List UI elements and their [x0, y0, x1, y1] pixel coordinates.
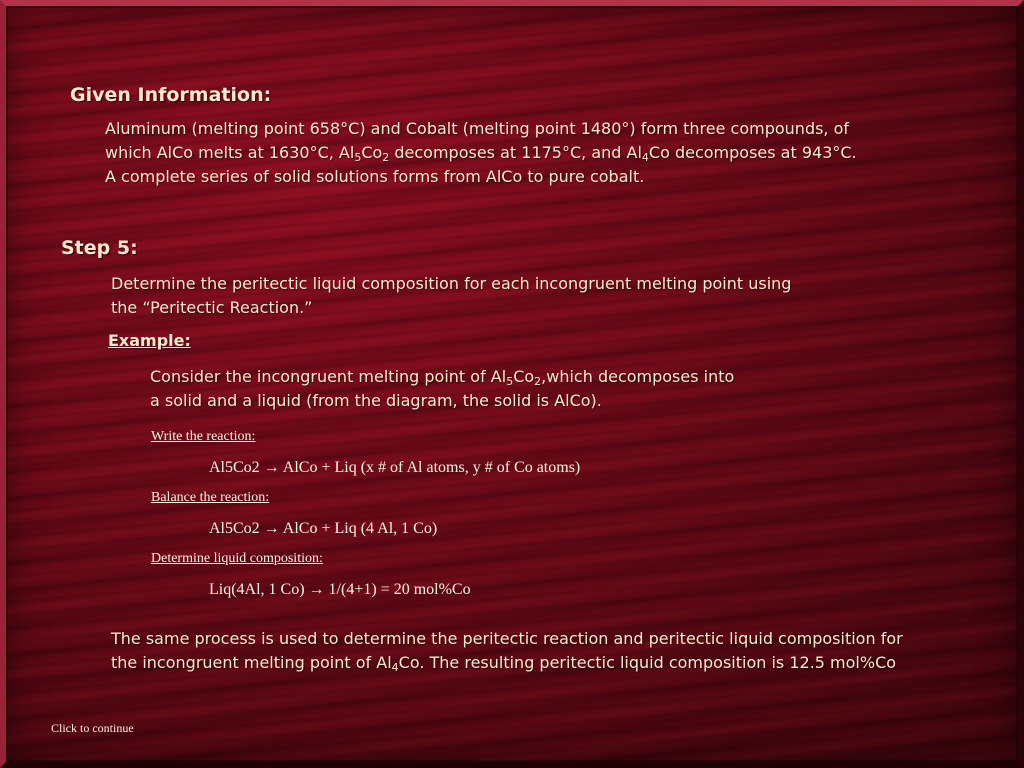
example-line-1-sub-1: 5 [506, 375, 514, 388]
given-line-2-sub-1: 5 [354, 151, 362, 164]
determine-composition-equation: Liq(4Al, 1 Co) → 1/(4+1) = 20 mol%Co [209, 581, 471, 598]
determine-composition-label: Determine liquid composition: [151, 551, 323, 566]
write-reaction-label: Write the reaction: [151, 429, 256, 444]
given-heading: Given Information: [70, 84, 272, 106]
step5-heading: Step 5: [61, 237, 138, 259]
example-line-1-part-a: Consider the incongruent melting point of Al [150, 367, 507, 386]
example-line-1 [150, 365, 850, 389]
continue-link[interactable]: Click to continue [51, 721, 134, 735]
given-line-2-part-b: Co [361, 143, 383, 162]
conclusion-line-2-sub: 4 [391, 661, 399, 674]
given-line-2-part-c: decomposes at 1175°C, and Al [389, 143, 642, 162]
example-line-1-sub-2: 2 [534, 375, 542, 388]
example-paragraph [150, 365, 850, 413]
step5-line-2: the “Peritectic Reaction.” [111, 298, 313, 317]
conclusion-paragraph [111, 627, 1011, 675]
example-line-1-part-c: ,which decomposes into [541, 367, 735, 386]
example-line-1-part-b: Co [513, 367, 535, 386]
step5-line-1: Determine the peritectic liquid composition for each incongruent melting point using [111, 274, 792, 293]
balance-reaction-label: Balance the reaction: [151, 490, 270, 505]
conclusion-line-2-part-b: Co. The resulting peritectic liquid composition is 12.5 mol%Co [398, 653, 897, 672]
given-line-1: Aluminum (melting point 658°C) and Cobalt (melting point 1480°) form three compounds, of [105, 119, 850, 138]
given-line-2 [105, 141, 985, 165]
given-line-2-sub-3: 4 [641, 151, 649, 164]
given-line-3: A complete series of solid solutions forms from AlCo to pure cobalt. [105, 167, 645, 186]
step5-paragraph [111, 272, 911, 320]
given-line-2-sub-2: 2 [382, 151, 390, 164]
example-line-2: a solid and a liquid (from the diagram, the solid is AlCo). [150, 391, 602, 410]
given-paragraph [105, 117, 985, 189]
write-reaction-equation: Al5Co2 → AlCo + Liq (x # of Al atoms, y # of Co atoms) [209, 459, 581, 476]
conclusion-line-2-part-a: the incongruent melting point of Al [111, 653, 392, 672]
conclusion-line-2 [111, 651, 1011, 675]
given-line-2-part-d: Co decomposes at 943°C. [648, 143, 857, 162]
conclusion-line-1: The same process is used to determine the peritectic reaction and peritectic liquid composition for [111, 629, 903, 648]
given-line-2-part-a: which AlCo melts at 1630°C, Al [105, 143, 355, 162]
example-heading: Example: [108, 331, 191, 350]
balance-reaction-equation: Al5Co2 → AlCo + Liq (4 Al, 1 Co) [209, 520, 438, 537]
